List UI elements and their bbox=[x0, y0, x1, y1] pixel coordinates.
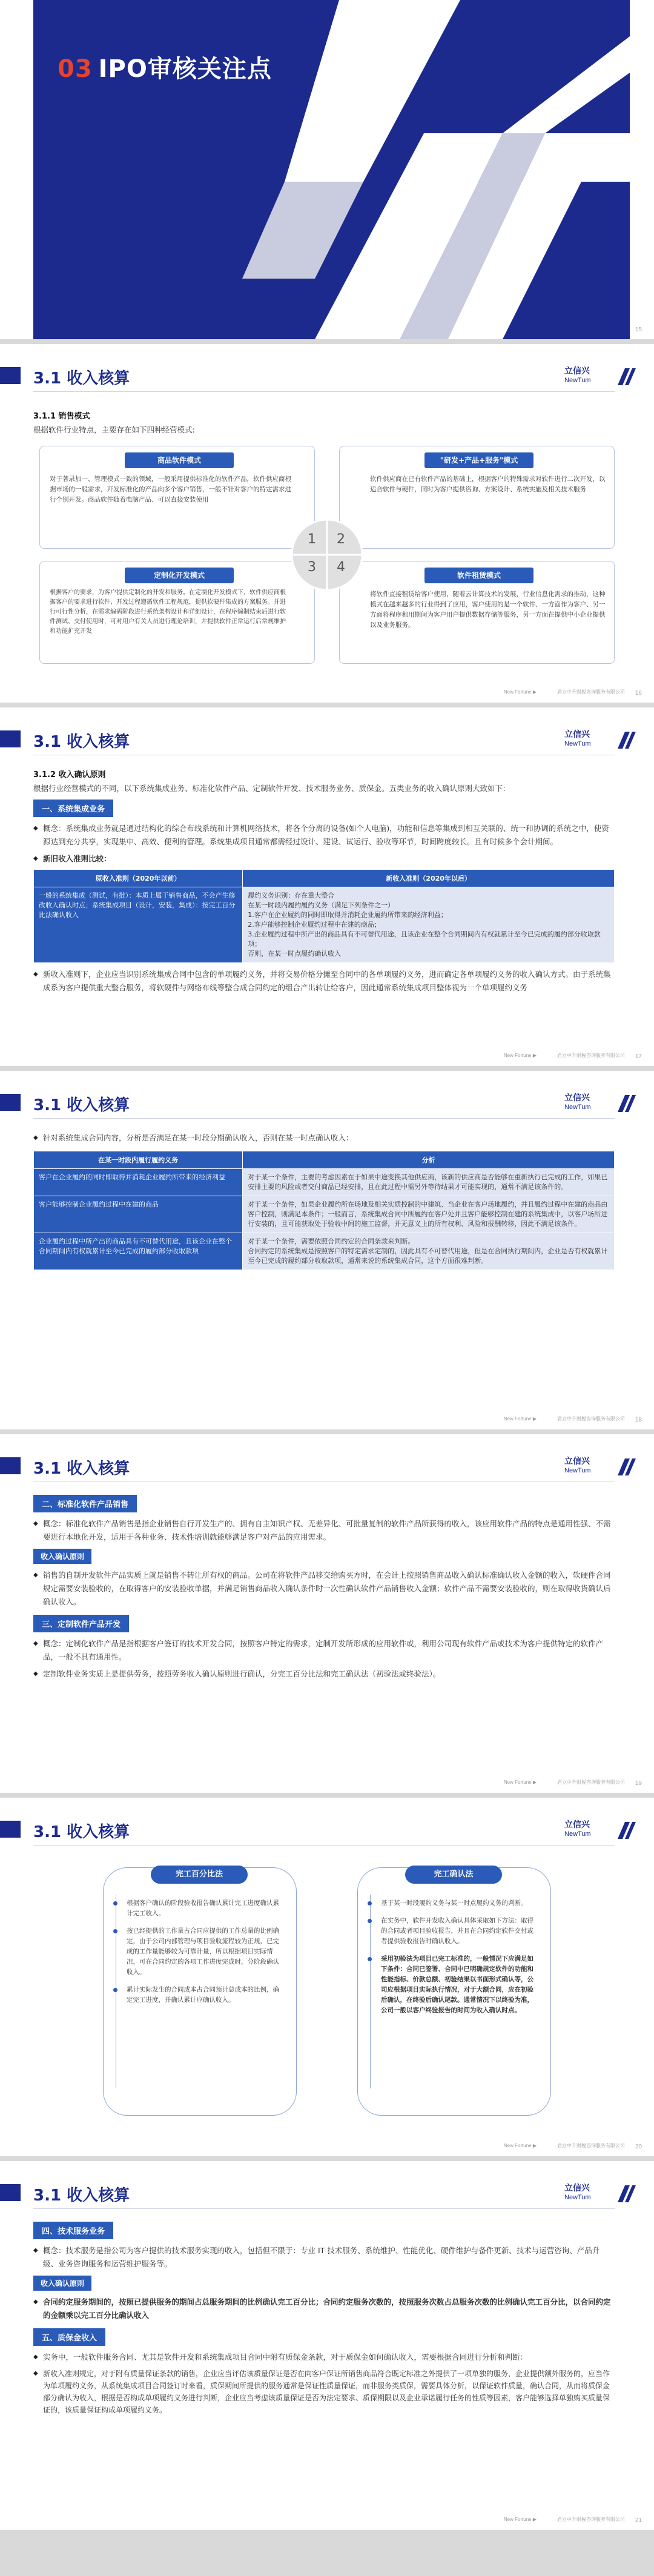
logo-cn: 立信兴 bbox=[564, 1457, 590, 1466]
quad-num: 2 bbox=[337, 532, 345, 547]
method-list bbox=[381, 1898, 538, 2016]
logo-cn: 立信兴 bbox=[564, 1093, 590, 1103]
method-item-text: 采用初验法为项目已完工标准的，一般情况下应满足如下条件：合同已签署、合同中已明确规定软件的功能和性能指标、价款总额、初验结果以书面形式确认等，公司应根据项目实际执行情况，对于大额合同，应在初验后确认，在终验后确认尾款。通常情况下以终验为准，公司一般以客户终验报告的时间为收入确认时点。 bbox=[381, 1955, 533, 2014]
page-number: 18 bbox=[635, 1417, 642, 1423]
subsection-heading: 3.1.1 销售模式 bbox=[33, 412, 90, 421]
method-card-left bbox=[103, 1867, 297, 2116]
footer-org: 君立中升财税咨询服务有限公司 bbox=[557, 2143, 625, 2148]
bullet-dot-icon bbox=[368, 1957, 372, 1961]
slide-footer bbox=[504, 2142, 625, 2149]
slide-footer bbox=[504, 2516, 625, 2523]
section-title: IPO审核关注点 bbox=[98, 55, 272, 83]
logo-en: NewTum bbox=[564, 1830, 591, 1838]
header-accent bbox=[0, 2184, 21, 2201]
method-item bbox=[127, 1926, 284, 1978]
method-item-text: 在实务中，软件开发收入确认具体采取如下方法：取得的合同或者项目验收报告，并且在合同约定软件交付或者提供验收报告时确认收入。 bbox=[381, 1917, 533, 1945]
slide-header bbox=[0, 1798, 654, 1856]
page-number: 20 bbox=[635, 2144, 642, 2150]
slide-methods bbox=[0, 1798, 654, 2156]
logo-en: NewTum bbox=[564, 377, 591, 384]
slide-services-warranty bbox=[0, 2161, 654, 2530]
page-number: 15 bbox=[635, 326, 642, 333]
table-cell: 对于某一个条件，主要的考虑因素在于如果中途变换其他供应商，该新的供应商是否能够在重新执行已完成的工作，如果已安排主要的风险或者交付商品已经安排，且在此过程中需另外等待结果才可能实现的，通常不满足该条件的。 bbox=[243, 1169, 615, 1196]
header-title: 3.1 收入核算 bbox=[33, 369, 130, 388]
logo-mark-icon bbox=[616, 1821, 637, 1840]
header-divider bbox=[33, 391, 615, 392]
bullet-dot-icon bbox=[368, 1901, 372, 1906]
quadrant-title: 定制化开发模式 bbox=[125, 568, 234, 583]
header-divider bbox=[33, 2208, 615, 2209]
slide-footer bbox=[504, 689, 625, 695]
quadrant-4 bbox=[339, 561, 615, 664]
logo-mark-icon bbox=[616, 2184, 637, 2204]
page-number: 19 bbox=[635, 1780, 642, 1787]
table-cell: 客户能够控制企业履约过程中在建的商品 bbox=[34, 1196, 243, 1233]
logo-en: NewTum bbox=[564, 1104, 591, 1111]
slide-software-products bbox=[0, 1434, 654, 1793]
section-tag: 三、定制软件产品开发 bbox=[33, 1615, 129, 1632]
brand-logo bbox=[564, 2183, 637, 2206]
header-accent bbox=[0, 1821, 21, 1838]
slide-footer bbox=[504, 1052, 625, 1059]
quadrant-1 bbox=[39, 446, 315, 549]
page-number: 17 bbox=[635, 1053, 642, 1060]
slide-header bbox=[0, 1071, 654, 1129]
header-accent bbox=[0, 1457, 21, 1474]
footer-org: 君立中升财税咨询服务有限公司 bbox=[557, 1416, 625, 1422]
header-accent bbox=[0, 367, 21, 384]
sub-tag: 收入确认原则 bbox=[33, 2276, 91, 2291]
section-tag: 一、系统集成业务 bbox=[33, 800, 113, 817]
table-cell: 企业履约过程中所产出的商品具有不可替代用途，且该企业在整个合同期间内有权就累计至今已完成的履约部分收取款项 bbox=[34, 1233, 243, 1270]
concept-bullet: ◆ 概念：标准化软件产品销售是指企业销售自行开发生产的、拥有自主知识产权、无差异化、可批量复制的软件产品所获得的收入，该应用软件产品的特点是通用性强、不需要进行本地化开发，适用于各种业务、技术性培训就能够满足客户对产品的应用需求。 bbox=[33, 1517, 615, 1544]
new-rule-bullet: ◆ 新收入准则下，企业应当识别系统集成合同中包含的单项履约义务，并将交易价格分摊至合同中的各单项履约义务，进而确定各单项履约义务的收入确认方式。由于系统集成系为客户提供重大整合服务，将软硬件与网络布线等整合成合同约定的组合产出转让给客户，因此通常系统集成项目整体视为一个单项履约义务 bbox=[33, 968, 615, 995]
bullet-dot-icon bbox=[113, 1929, 117, 1933]
logo-cn: 立信兴 bbox=[564, 2184, 590, 2193]
method-item bbox=[381, 1954, 538, 2016]
header-accent bbox=[0, 730, 21, 747]
slide-header bbox=[0, 344, 654, 402]
method-item-text: 按已经提供的工作量占合同应提供的工作总量的比例确定，由于公司内部管理与项目验收流程较为正规，已完成的工作量能够较为可靠计量，所以根据项目实际情况，可在合同约定的各项工作进度完成时，分阶段确认收入。 bbox=[127, 1927, 279, 1976]
cover-slide bbox=[0, 0, 654, 339]
logo-en: NewTum bbox=[564, 1467, 591, 1474]
logo-cn: 立信兴 bbox=[564, 730, 590, 740]
slide-header bbox=[0, 2161, 654, 2219]
table-row bbox=[34, 1169, 615, 1196]
center-circle-icon bbox=[291, 518, 363, 591]
logo-mark-icon bbox=[616, 367, 637, 386]
brand-logo bbox=[564, 1456, 637, 1479]
method-list bbox=[127, 1898, 284, 2005]
intro-text: 根据软件行业特点，主要存在如下四种经营模式: bbox=[33, 425, 195, 434]
slide-header bbox=[0, 707, 654, 766]
slide-header bbox=[0, 1434, 654, 1492]
logo-mark-icon bbox=[616, 1094, 637, 1113]
footer-brand: New Fortune ▶ bbox=[503, 2517, 537, 2522]
method-item-text: 基于某一时段履约义务与某一时点履约义务的判断。 bbox=[381, 1899, 527, 1907]
logo-mark-icon bbox=[616, 1457, 637, 1477]
warranty-bullet: ◆ 新收入准则规定，对于附有质量保证条款的销售，企业应当评估该质量保证是否在向客户保证所销售商品符合既定标准之外提供了一项单独的服务，企业提供额外服务的，应当作为单项履约义务，从系统集成项目合同签订时来看，质保期间所提供的服务通常是保证性质量保证，而非服务类质保，需要具体分析，以保证软件质量，确认合同，从而将质保金部分确认为收入，根据是否构成单项履约义务进行判断，企业应当考虑该质量保证是否为法定要求、质保期限以及企业承诺履行任务的性质等因素，客户能够选择单独购买质量保证的，该质量保证构成单项履约义务。 bbox=[33, 2368, 615, 2416]
logo-en: NewTum bbox=[564, 740, 591, 747]
cover-title bbox=[58, 50, 272, 84]
method-item bbox=[381, 1898, 538, 1909]
header-title: 3.1 收入核算 bbox=[33, 1823, 130, 1841]
table-row bbox=[34, 1233, 615, 1270]
quadrant-text: 软件供应商在已有软件产品的基础上，根据客户的特殊需求对软件进行二次开发，以适合软件与硬件，同时为客户提供咨询、方案设计、系统实施及相关技术服务 bbox=[370, 475, 606, 493]
table-header: 原收入准则（2020年以前） bbox=[34, 870, 243, 887]
slide-period-analysis bbox=[0, 1071, 654, 1429]
rule-bullet: ◆ 合同约定服务期间的，按照已提供服务的期间占总服务期间的比例确认完工百分比；合同约定服务次数的，按照服务次数占总服务次数的比例确认完工百分比，以合同约定的金额乘以完工百分比确认收入 bbox=[33, 2296, 615, 2322]
table-header: 在某一时段内履行履约义务 bbox=[34, 1151, 243, 1169]
logo-cn: 立信兴 bbox=[564, 366, 590, 376]
subsection-heading: 3.1.2 收入确认原则 bbox=[33, 770, 106, 780]
logo-en: NewTum bbox=[564, 2194, 591, 2201]
table-row bbox=[34, 1196, 615, 1233]
method-title: 完工确认法 bbox=[405, 1866, 502, 1884]
logo-mark-icon bbox=[616, 730, 637, 750]
quadrant-2 bbox=[339, 446, 615, 549]
rule-bullet: ◆ 销售的自制开发软件产品实质上就是销售不转让所有权的商品。公司在将软件产品移交给购买方时，在会计上按照销售商品收入确认标准确认收入金额的收入，软硬件合同规定需要安装验收的，在取得客户的安装验收单据，并满足销售商品收入确认条件时一次性确认软件产品销售收入金额；软件产品不需要安装验收的，则在取得收货确认后确认收入。 bbox=[33, 1569, 615, 1609]
slide-footer bbox=[504, 1415, 625, 1422]
footer-brand: New Fortune ▶ bbox=[503, 1780, 537, 1785]
page-number: 21 bbox=[635, 2517, 642, 2524]
brand-logo bbox=[564, 1093, 637, 1116]
bullet-dot-icon bbox=[113, 1901, 117, 1906]
footer-brand: New Fortune ▶ bbox=[503, 1416, 537, 1422]
quadrant-diagram bbox=[39, 446, 615, 664]
logo-cn: 立信兴 bbox=[564, 1820, 590, 1830]
header-title: 3.1 收入核算 bbox=[33, 733, 130, 751]
rule-compare-table bbox=[33, 869, 615, 963]
footer-org: 君立中升财税咨询服务有限公司 bbox=[557, 1780, 625, 1785]
header-divider bbox=[33, 1845, 615, 1846]
timeline-line bbox=[370, 1895, 372, 2088]
brand-logo bbox=[564, 366, 637, 389]
method-item bbox=[381, 1916, 538, 1947]
table-header: 分析 bbox=[243, 1151, 615, 1169]
table-cell: 一般的系统集成（测试，有批）：本质上属于销售商品，不会产生修改收入确认时点；系统集成项目（设计，安装，集成）：按完工百分比法确认收入 bbox=[34, 887, 243, 963]
header-accent bbox=[0, 1094, 21, 1111]
header-divider bbox=[33, 1118, 615, 1119]
method-title: 完工百分比法 bbox=[151, 1866, 248, 1884]
intro-text: 根据行业经营模式的不同，以下系统集成业务、标准化软件产品、定制软件开发、技术服务业务、质保金。五类业务的收入确认原则大致如下： bbox=[33, 784, 510, 793]
concept-bullet: ◆ 概念：定制化软件产品是指根据客户签订的技术开发合同，按照客户特定的需求，定制开发所形成的应用软件或，利用公司现有软件产品或技术为客户提供特定的软件产品，一般不具有通用性。 bbox=[33, 1637, 615, 1664]
quad-num: 1 bbox=[308, 532, 316, 547]
quadrant-text: 根据客户的要求，为客户提供定制化的开发和服务。在定制化开发模式下，软件供应商根据客户的要求进行软件、开发过程遵循软件工程规范，提供软硬件集成的方案服务。并进行可行性分析，在需求编码阶段进行系统架构设计和详细设计，在程序编制结束后进行软件测试、交付使用时，可对用户有关人员进行理论培训，并提供软件正常运行后常规维护和功能扩充开发 bbox=[50, 589, 286, 635]
table-cell: 履约义务识别：存在重大整合 在某一时段内履约履约义务（满足下列条件之一） 1.客户在企业履约的同时即取得并消耗企业履约所带来的经济利益； 2.客户能够控制企业履约过程中在建的商品； 3.企业履约过程中所产出的商品具有不可替代用途，且该企业在整个合同期间内有权就累计至今已完成的履约部分收取款项； 否则，在某一时点履约确认收入 bbox=[243, 887, 615, 963]
section-tag: 五、质保金收入 bbox=[33, 2328, 105, 2346]
method-item-text: 根据客户确认的阶段验收报告确认累计完工进度确认累计完工收入。 bbox=[127, 1899, 279, 1917]
quadrant-title: "研发+产品+服务"模式 bbox=[424, 452, 533, 468]
table-header: 新收入准则（2020年以后） bbox=[243, 870, 615, 887]
custom-bullet: ◆ 定制软件业务实质上是提供劳务，按照劳务收入确认原则进行确认，分完工百分比法和完工确认法（初验法或终验法）。 bbox=[33, 1667, 615, 1681]
section-tag: 四、技术服务业务 bbox=[33, 2222, 113, 2239]
slide-revenue-principles bbox=[0, 707, 654, 1066]
brand-logo bbox=[564, 729, 637, 752]
compare-bullet: ◆ 新旧收入准则比较： bbox=[33, 852, 615, 866]
brand-logo bbox=[564, 1819, 637, 1843]
quad-num: 3 bbox=[308, 560, 316, 575]
section-tag: 二、标准化软件产品销售 bbox=[33, 1495, 137, 1512]
method-item bbox=[127, 1898, 284, 1919]
bullet-dot-icon bbox=[368, 1919, 372, 1923]
period-table bbox=[33, 1151, 615, 1270]
table-cell: 对于某一个条件，如果企业履约所在场地及相关实质控制的中建筑、当企业在客户场地履约，并且履约过程中在建的商品由客户控制，则满足本条件；一般而言，系统集成合同中所履约在客户处并且客户能够控制在建的系统集成中，以客户场所进行安装的，且可能获取处于验收中间的施工监督，并无意义上的所有权利、风险和报酬转移，因此不满足该条件。 bbox=[243, 1196, 615, 1233]
quadrant-text: 对于著录加一、管理模式一致的领域，一般采用提供标准化的软件产品，软件供应商根据市场的一般需求，开发标准化的产品向多个客户销售，一般不针对客户的特定需求进行个别开发。商品软件随着电脑产品、可以直接安装使用 bbox=[50, 475, 291, 503]
sub-tag: 收入确认原则 bbox=[33, 1549, 91, 1564]
analysis-bullet: ◆ 针对系统集成合同内容，分析是否满足在某一时段分期确认收入，否则在某一时点确认收入： bbox=[33, 1131, 615, 1145]
quad-num: 4 bbox=[337, 560, 345, 575]
warranty-bullet: ◆ 实务中，一般软件服务合同、尤其是软件开发和系统集成项目合同中附有质保金条款，对于质保金如何确认收入，需要根据合同进行分析和判断： bbox=[33, 2351, 615, 2364]
footer-org: 君立中升财税咨询服务有限公司 bbox=[557, 1053, 625, 1058]
footer-brand: New Fortune ▶ bbox=[503, 689, 537, 695]
page-number: 16 bbox=[635, 690, 642, 697]
header-title: 3.1 收入核算 bbox=[33, 1096, 130, 1114]
footer-brand: New Fortune ▶ bbox=[503, 1053, 537, 1058]
slide-footer bbox=[504, 1779, 625, 1786]
header-title: 3.1 收入核算 bbox=[33, 2187, 130, 2205]
quadrant-center bbox=[291, 518, 363, 591]
method-item bbox=[127, 1985, 284, 2005]
bullet-dot-icon bbox=[113, 1988, 117, 1992]
header-title: 3.1 收入核算 bbox=[33, 1460, 130, 1478]
section-number: 03 bbox=[58, 55, 93, 83]
footer-org: 君立中升财税咨询服务有限公司 bbox=[557, 2517, 625, 2522]
table-cell: 客户在企业履约的同时即取得并消耗企业履约所带来的经济利益 bbox=[34, 1169, 243, 1196]
method-item-text: 累计实际发生的合同成本占合同预计总成本的比例，确定完工进度，并确认累计应确认收入。 bbox=[127, 1986, 279, 2004]
quadrant-3 bbox=[39, 561, 315, 664]
quadrant-text: 将软件直接租赁给客户使用，随着云计算技术的发展，行业信息化需求的推动，这种模式在越来越多的行业得到了应用，客户使用的是一个软件、一方面作为客户、另一方面将程序租用期间为客户用户提供数据存储等服务，另一方面在提供中小企业提供以及业务服务。 bbox=[370, 591, 606, 629]
quadrant-title: 软件租赁模式 bbox=[424, 568, 533, 583]
quadrant-title: 商品软件模式 bbox=[125, 452, 234, 468]
table-cell: 对于某一个条件，需要依照合同约定的合同条款来判断。 合同约定的系统集成是按照客户的特定需求定制的，因此具有不可替代用途，但是在合同执行期间内，企业是否有权就累计至今已完成的履约部分收取款项，通常来说的系统集成合同，这个方面很难判断。 bbox=[243, 1233, 615, 1270]
method-card-right bbox=[357, 1867, 551, 2116]
footer-org: 君立中升财税咨询服务有限公司 bbox=[557, 689, 625, 695]
footer-brand: New Fortune ▶ bbox=[503, 2143, 537, 2148]
slide-sales-models bbox=[0, 344, 654, 703]
concept-bullet: ◆ 概念：技术服务是指公司为客户提供的技术服务实现的收入，包括但不限于：专业 IT 技术服务、系统维护、性能优化、硬件维护与备件更新、技术与运营咨询、产品升级、业务咨询服务和运营维护服务等。 bbox=[33, 2244, 615, 2271]
concept-bullet: ◆ 概念：系统集成业务就是通过结构化的综合布线系统和计算机网络技术，将各个分离的设备(如个人电脑)，功能和信息等集成到相互关联的、统一和协调的系统之中，使资源达到充分共享，实现集中、高效、便利的管理。系统集成项目通常都需经过设计、建设、试运行、验收等环节，时间跨度较长。且有时候多个会计期间。 bbox=[33, 822, 615, 849]
